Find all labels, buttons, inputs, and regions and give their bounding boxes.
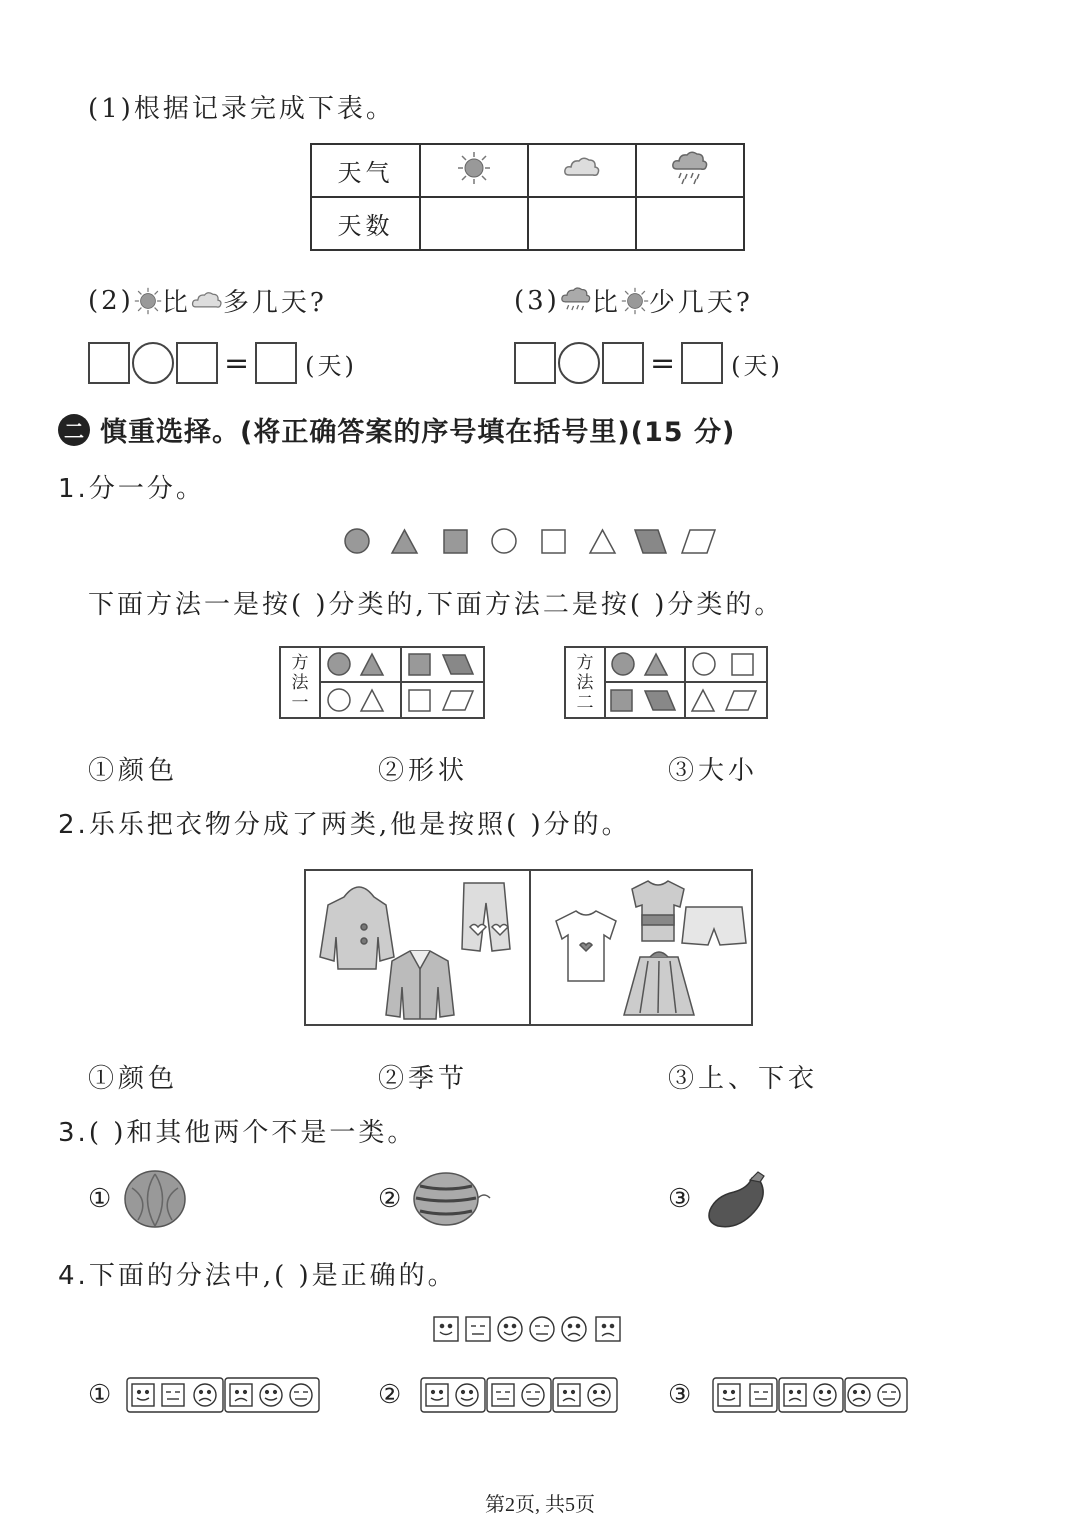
q4-option-3[interactable]: ③	[668, 1380, 692, 1410]
white-parallelogram-shape	[682, 530, 715, 553]
clothes-divider	[529, 871, 531, 1024]
q3-title	[58, 1112, 416, 1149]
round-neutral-face-icon	[530, 1317, 554, 1341]
gray-square-shape	[444, 530, 467, 553]
round-sad-face-icon	[562, 1317, 586, 1341]
q3-option-3[interactable]: ③	[668, 1184, 692, 1214]
operator-circle[interactable]	[558, 342, 600, 384]
q4-option-2-faces[interactable]	[420, 1377, 618, 1413]
label-char: 一	[291, 692, 309, 713]
answer-box[interactable]	[514, 342, 556, 384]
q2-ask: 多几天?	[222, 288, 327, 318]
q3-compare: 比	[591, 288, 621, 318]
cabbage-icon	[120, 1168, 190, 1230]
gray-triangle-shape	[392, 530, 417, 553]
label-char: 方	[576, 652, 594, 673]
cloud-icon	[528, 144, 636, 197]
q4-text: 下面的分法中,( )是正确的。	[88, 1261, 457, 1291]
method-one-bottom-right	[402, 683, 483, 718]
rain-icon	[560, 287, 592, 315]
q3-question	[514, 282, 753, 319]
q1-title	[58, 468, 205, 505]
summer-clothes-group	[536, 877, 748, 1022]
answer-box[interactable]	[88, 342, 130, 384]
days-cell-cloud[interactable]	[528, 197, 636, 250]
page-footer: 第2页, 共5页	[485, 1494, 595, 1516]
method-one-top-right	[402, 648, 483, 683]
section-2-header	[58, 410, 735, 449]
hooded-coat-icon	[320, 887, 394, 969]
equation-row-1	[88, 342, 357, 384]
q2-title	[58, 804, 631, 841]
q4-option-3-faces[interactable]	[712, 1377, 908, 1413]
clothes-picture	[304, 869, 753, 1026]
sun-icon	[134, 287, 162, 315]
method-two-top-right	[686, 648, 766, 683]
method-one-grid	[279, 646, 485, 719]
q4-option-2[interactable]: ②	[378, 1380, 402, 1410]
pants-icon	[462, 883, 510, 951]
q3-ask: 少几天?	[648, 288, 753, 318]
operator-circle[interactable]	[132, 342, 174, 384]
equation-row-2	[514, 342, 783, 384]
method-two-grid	[564, 646, 768, 719]
q1-number: 1.	[58, 474, 89, 504]
unit-label: (天)	[731, 351, 783, 380]
q3-text: ( )和其他两个不是一类。	[88, 1118, 417, 1148]
q1-prompt: 下面方法一是按( )分类的,下面方法二是按( )分类的。	[88, 590, 784, 620]
rain-icon	[636, 144, 744, 197]
weather-header: 天气	[311, 144, 420, 197]
t-shirt-icon	[556, 911, 616, 981]
method-two-bottom-left	[606, 683, 686, 718]
winter-clothes-group	[314, 877, 526, 1022]
unit-label: (天)	[305, 351, 357, 380]
method-two-label	[566, 648, 606, 717]
sun-icon	[420, 144, 528, 197]
q3-option-2[interactable]: ②	[378, 1184, 402, 1214]
method-two-bottom-right	[686, 683, 766, 718]
q2-compare: 比	[161, 288, 191, 318]
weather-table	[310, 143, 745, 251]
result-box[interactable]	[681, 342, 723, 384]
q2-question	[88, 282, 327, 319]
q4-number: 4.	[58, 1261, 89, 1291]
q3-number: 3.	[58, 1118, 89, 1148]
q4-option-1[interactable]: ①	[88, 1380, 112, 1410]
q2-label: (2)	[88, 285, 134, 316]
days-cell-rain[interactable]	[636, 197, 744, 250]
days-cell-sun[interactable]	[420, 197, 528, 250]
label-char: 法	[576, 672, 594, 693]
method-one-bottom-left	[321, 683, 402, 718]
square-sad-face-icon	[596, 1317, 620, 1341]
square-smile-face-icon	[434, 1317, 458, 1341]
label-char: 方	[291, 652, 309, 673]
method-two-top-left	[606, 648, 686, 683]
section-title: 慎重选择。(将正确答案的序号填在括号里)(15 分)	[100, 417, 736, 448]
skirt-icon	[624, 952, 694, 1015]
cloud-icon	[191, 290, 223, 312]
gray-parallelogram-shape	[635, 530, 666, 553]
white-circle-shape	[492, 529, 516, 553]
jacket-icon	[386, 951, 454, 1019]
q3-option-1[interactable]: ①	[88, 1184, 112, 1214]
q1-option-2[interactable]: ②形状	[378, 756, 469, 786]
white-triangle-shape	[590, 530, 615, 553]
q1-text: 分一分。	[88, 474, 205, 504]
shorts-icon	[682, 907, 746, 945]
shapes-row	[340, 524, 720, 558]
q2-option-2[interactable]: ②季节	[378, 1064, 469, 1094]
q2-option-1[interactable]: ①颜色	[88, 1064, 179, 1094]
white-square-shape	[542, 530, 565, 553]
answer-box[interactable]	[602, 342, 644, 384]
gray-circle-shape	[345, 529, 369, 553]
label-char: 法	[291, 672, 309, 693]
q1-option-1[interactable]: ①颜色	[88, 756, 179, 786]
equals-sign: =	[650, 345, 676, 381]
q2-option-3[interactable]: ③上、下衣	[668, 1064, 819, 1094]
days-header: 天数	[311, 197, 420, 250]
answer-box[interactable]	[176, 342, 218, 384]
watermelon-icon	[410, 1170, 492, 1228]
equals-sign: =	[224, 345, 250, 381]
method-one-top-left	[321, 648, 402, 683]
q1-option-3[interactable]: ③大小	[668, 756, 759, 786]
sun-icon	[621, 287, 649, 315]
q4-option-1-faces[interactable]	[126, 1377, 320, 1413]
q2-number: 2.	[58, 810, 89, 840]
square-neutral-face-icon	[466, 1317, 490, 1341]
round-smile-face-icon	[498, 1317, 522, 1341]
q4-title	[58, 1255, 457, 1292]
method-one-label	[281, 648, 321, 717]
section-badge: 二	[58, 414, 90, 446]
q2-text: 乐乐把衣物分成了两类,他是按照( )分的。	[88, 810, 631, 840]
result-box[interactable]	[255, 342, 297, 384]
faces-row	[432, 1315, 624, 1343]
polo-shirt-icon	[632, 881, 684, 941]
q3-label: (3)	[514, 285, 560, 316]
eggplant-icon	[704, 1166, 770, 1230]
label-char: 二	[576, 692, 594, 713]
q1-instruction: (1)根据记录完成下表。	[88, 94, 395, 124]
